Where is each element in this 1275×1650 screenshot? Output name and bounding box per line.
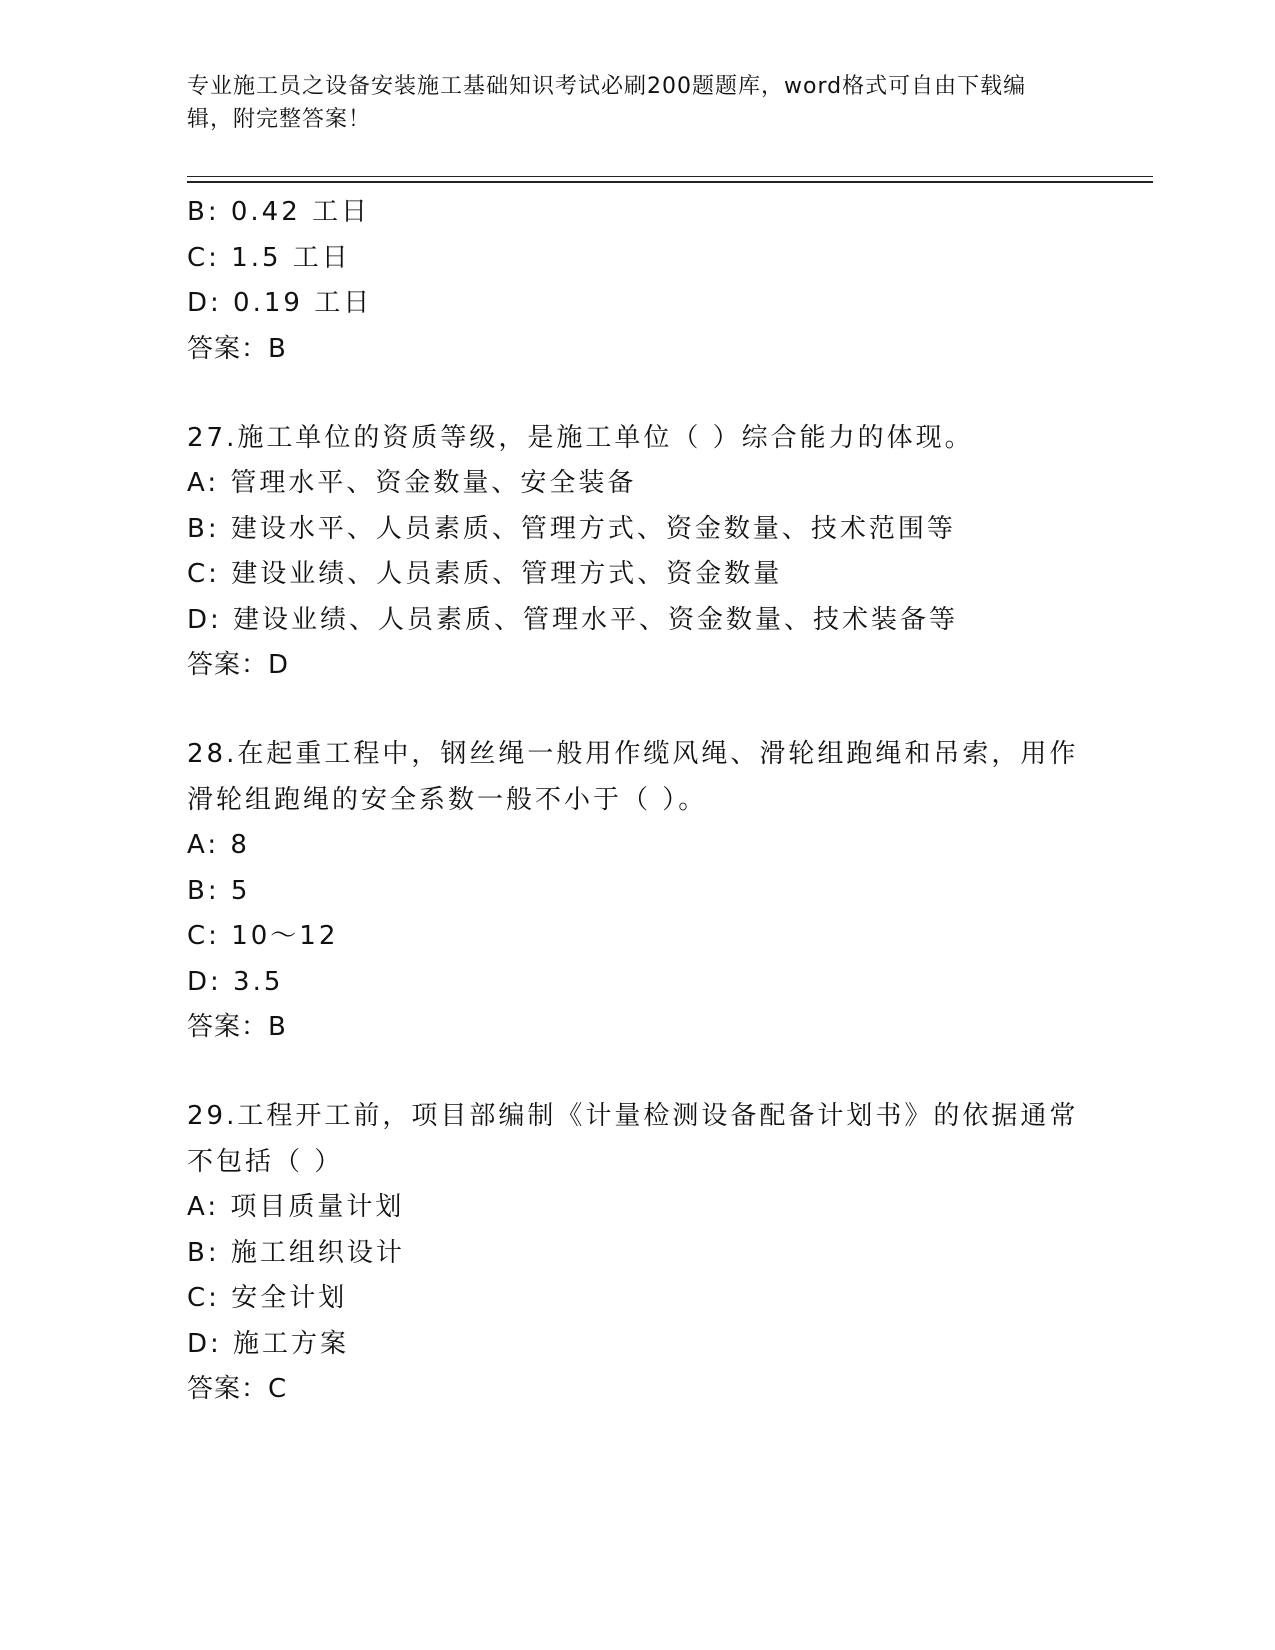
spacer bbox=[187, 372, 1087, 416]
option-d: D: 施工方案 bbox=[187, 1328, 350, 1359]
option-a: A: 项目质量计划 bbox=[187, 1192, 405, 1222]
option-c: C: 安全计划 bbox=[187, 1283, 348, 1313]
document-header bbox=[187, 70, 1067, 136]
option-b: B: 建设水平、人员素质、管理方式、资金数量、技术范围等 bbox=[187, 513, 956, 544]
option-c: C: 建设业绩、人员素质、管理方式、资金数量 bbox=[187, 559, 783, 589]
option-d: D: 3.5 bbox=[187, 966, 284, 997]
option-b: B: 5 bbox=[187, 875, 251, 906]
question-stem-line-2: 不包括（ ） bbox=[187, 1146, 344, 1177]
option-a: A: 管理水平、资金数量、安全装备 bbox=[187, 468, 637, 498]
option-d: D: 建设业绩、人员素质、管理水平、资金数量、技术装备等 bbox=[187, 604, 959, 635]
option-b: B: 0.42 工日 bbox=[187, 197, 371, 227]
answer-line: 答案：B bbox=[187, 333, 287, 364]
document-body bbox=[187, 190, 1087, 1412]
option-d: D: 0.19 工日 bbox=[187, 288, 373, 318]
header-divider-thin bbox=[187, 176, 1153, 177]
header-text: 专业施工员之设备安装施工基础知识考试必刷200题题库，word格式可自由下载编辑，附完整答案！ bbox=[187, 74, 1027, 132]
question-stem-line-1: 29.工程开工前，项目部编制《计量检测设备配备计划书》的依据通常 bbox=[187, 1101, 1079, 1131]
option-a: A: 8 bbox=[187, 830, 250, 860]
spacer bbox=[187, 688, 1087, 732]
question-27 bbox=[187, 416, 1087, 689]
answer-line: 答案：C bbox=[187, 1374, 288, 1404]
option-c: C: 1.5 工日 bbox=[187, 242, 351, 273]
answer-line: 答案：D bbox=[187, 650, 290, 680]
question-stem-line-1: 28.在起重工程中，钢丝绳一般用作缆风绳、滑轮组跑绳和吊索，用作 bbox=[187, 739, 1079, 769]
question-29 bbox=[187, 1094, 1087, 1412]
spacer bbox=[187, 1050, 1087, 1094]
question-26-continued bbox=[187, 190, 1087, 372]
header-divider-thick bbox=[187, 181, 1153, 183]
option-b: B: 施工组织设计 bbox=[187, 1237, 405, 1268]
question-28 bbox=[187, 732, 1087, 1050]
question-stem: 27.施工单位的资质等级，是施工单位（ ）综合能力的体现。 bbox=[187, 422, 974, 453]
question-stem-line-2: 滑轮组跑绳的安全系数一般不小于（ ）。 bbox=[187, 784, 708, 815]
answer-line: 答案：B bbox=[187, 1012, 287, 1042]
option-c: C: 10～12 bbox=[187, 921, 339, 951]
